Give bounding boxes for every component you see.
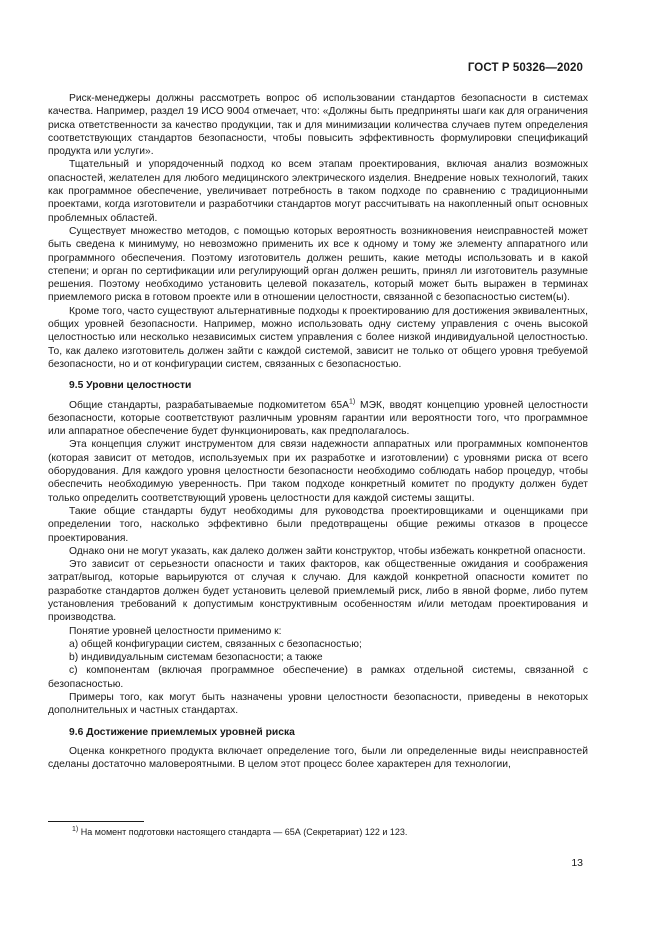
page-number: 13 bbox=[571, 857, 583, 869]
footnote-ref: 1) bbox=[349, 398, 356, 406]
list-item: b) индивидуальным системам безопасности; а также bbox=[69, 652, 323, 664]
footnote-divider bbox=[48, 821, 144, 822]
document-body bbox=[48, 92, 588, 772]
section-heading-9-6: 9.6 Достижение приемлемых уровней риска bbox=[69, 726, 295, 738]
footnote-marker: 1) bbox=[72, 826, 79, 833]
list-item: c) компонентам (включая программное обеспечение) в рамках отдельной системы, связанной с безопасностью. bbox=[48, 665, 588, 690]
footnote bbox=[72, 827, 407, 838]
paragraph-text: Общие стандарты, разрабатываемые подкомитетом 65А bbox=[69, 399, 350, 411]
paragraph: Понятие уровней целостности применимо к: bbox=[69, 625, 282, 637]
paragraph: Примеры того, как могут быть назначены уровни целостности безопасности, приведены в некоторых дополнительных и частных стандартах. bbox=[48, 692, 588, 717]
paragraph: Оценка конкретного продукта включает определение того, были ли определенные виды неисправностей сделаны достаточно маловероятными. В целом этот процесс более характерен для технологии, bbox=[48, 745, 588, 771]
paragraph: Кроме того, часто существуют альтернативные подходы к проектированию для достижения эквивалентных, общих уровней безопасности. Например, можно использовать одну систему управления с очень высокой целостностью или несколько независимых систем управления с более низкой индивидуальной целостностью. То, как далеко изготовитель должен зайти с каждой системой, зависит не только от общего уровня требуемой безопасности, но и от конфигурации систем, связанных с безопасностью. bbox=[48, 305, 588, 370]
paragraph: Тщательный и упорядоченный подход ко всем этапам проектирования, включая анализ возможных опасностей, желателен для любого медицинского электрического изделия. Внедрение новых технологий, таких как программное обеспечение, увеличивает потребность в таком подходе по сравнению с традиционными проектами, когда изготовители и разработчики стандартов могут рассчитывать на накопленный опыт основных проблемных областей. bbox=[48, 159, 588, 224]
paragraph: Такие общие стандарты будут необходимы для руководства проектировщиками и оценщиками при определении того, насколько эффективно были предотвращены общие режимы отказов в процессе проектирования. bbox=[48, 505, 588, 544]
footnote-text: На момент подготовки настоящего стандарта — 65А (Секретариат) 122 и 123. bbox=[80, 827, 408, 837]
paragraph-text: МЭК, вводят концепцию уровней целостности безопасности, которые соответствуют различным уровням гарантии или вероятности того, что программное или аппаратное обеспечение будет функционировать, как предполагалось. bbox=[48, 399, 588, 438]
paragraph: Эта концепция служит инструментом для связи надежности аппаратных или программных компонентов (которая зависит от методов, используемых при их разработке и изготовлении) с уровнями риска от всего оборудования. Для каждого уровня целостности безопасности необходимо соблюдать набор процедур, чтобы обеспечить необходимую уверенность. При таком подходе конкретный комитет по продукту должен будет только определить соответствующий уровень целостности для каждой системы защиты. bbox=[48, 439, 588, 504]
paragraph: Однако они не могут указать, как далеко должен зайти конструктор, чтобы избежать конкретной опасности. bbox=[69, 545, 586, 557]
paragraph-with-footnote bbox=[48, 399, 588, 439]
section-heading-9-5: 9.5 Уровни целостности bbox=[69, 380, 192, 392]
paragraph: Существует множество методов, с помощью которых вероятность возникновения неисправностей может быть сведена к минимуму, но невозможно применить их все к одному и тому же элементу аппаратного или программного обеспечения. Поэтому изготовитель должен решить, какие методы использовать и в какой степени; и орган по сертификации или регулирующий орган должен решить, принял ли изготовитель разумные решения. Поэтому необходимо установить целевой показатель, который может быть выражен в терминах приемлемого риска в готовом проекте или в отношении целостности, связанной с безопасностью систем(ы). bbox=[48, 225, 588, 304]
paragraph: Риск-менеджеры должны рассмотреть вопрос об использовании стандартов безопасности в системах качества. Например, раздел 19 ИСО 9004 отмечает, что: «Должны быть предприняты шаги как для ограничения риска ответственности за качество продукции, так и для минимизации количества случаев путем определения соответствующих стандартов безопасности, чтобы повысить эффективность формулировки спецификаций продукта или услуги». bbox=[48, 93, 588, 158]
paragraph: Это зависит от серьезности опасности и таких факторов, как общественные ожидания и соображения затрат/выгод, которые варьируются от случая к случаю. Для каждой конкретной опасности комитет по разработке стандартов должен будет установить целевой приемлемый риск, либо в явной форме, либо путем установления требований к допустимым конструктивным особенностям и/или методам проектирования и производства. bbox=[48, 559, 588, 624]
standard-id: ГОСТ Р 50326—2020 bbox=[467, 62, 583, 74]
list-item: a) общей конфигурации систем, связанных с безопасностью; bbox=[69, 638, 362, 650]
